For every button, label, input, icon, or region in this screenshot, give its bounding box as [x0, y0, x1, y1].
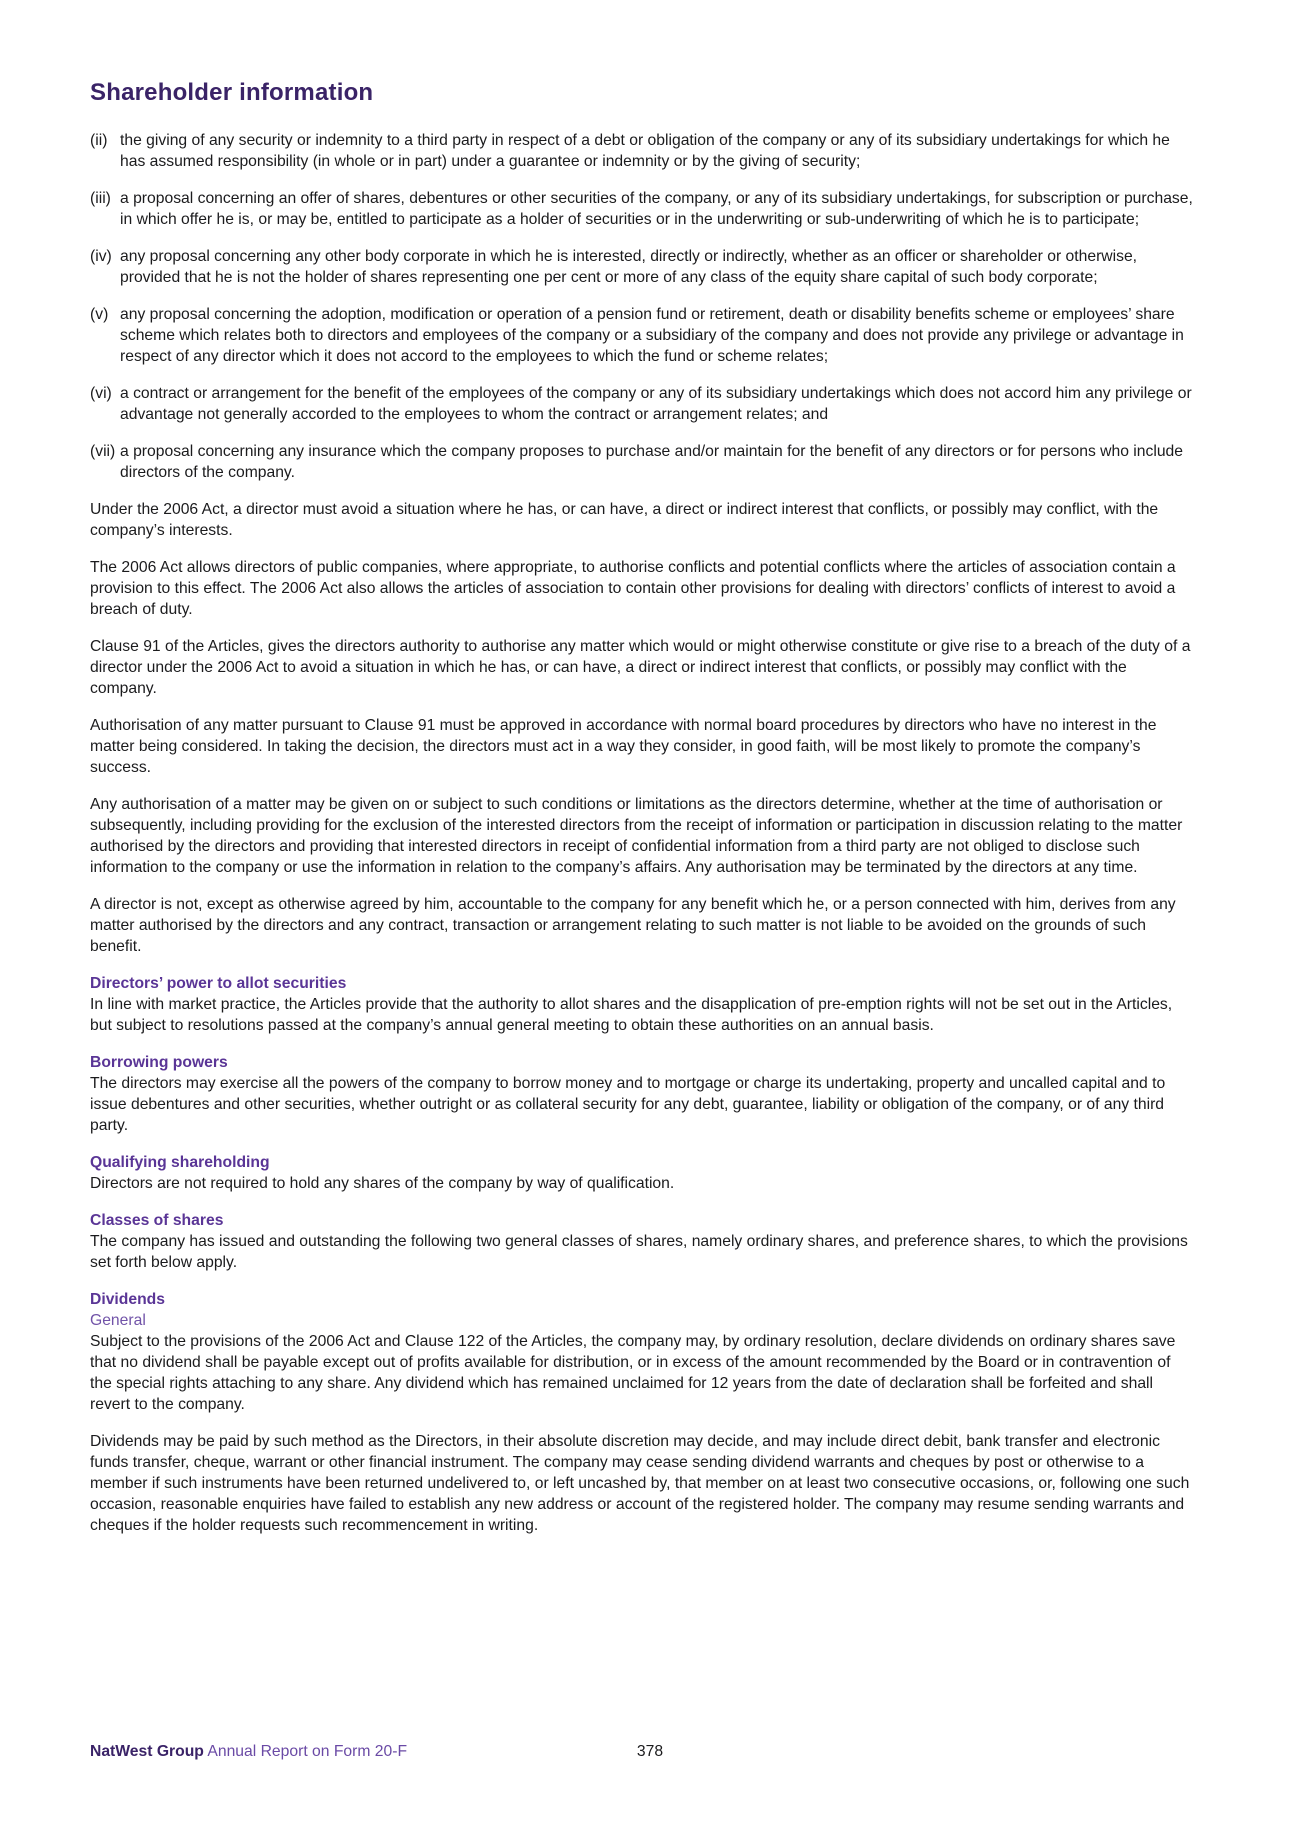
- section-paragraph: The directors may exercise all the powers of the company to borrow money and to mortgage or charge its undertaking, property and uncalled capital and to issue debentures and other securities, whether outright or as collateral security for any debt, guarantee, liability or obligation of the company, or of any third party.: [90, 1075, 1166, 1134]
- list-item-text: a proposal concerning any insurance which the company proposes to purchase and/or maintain for the benefit of any directors or for persons who include directors of the company.: [120, 443, 1184, 481]
- subsection-heading: General: [90, 1312, 146, 1329]
- list-item: [90, 246, 1195, 288]
- list-item-marker: (iii): [90, 190, 111, 207]
- paragraph: A director is not, except as otherwise agreed by him, accountable to the company for any benefit which he, or a person connected with him, derives from any matter authorised by the directors and any contract, transaction or arrangement relating to such matter is not liable to be avoided on the grounds of such benefit.: [90, 896, 1176, 955]
- provisions-list: [90, 130, 1195, 483]
- list-item-text: any proposal concerning the adoption, modification or operation of a pension fund or retirement, death or disability benefits scheme or employees’ share scheme which relates both to directors and employees of the company or a subsidiary of the company and does not provide any privilege or advantage in respect of any director which it does not accord to the employees to which the fund or scheme relates;: [120, 306, 1184, 365]
- section-heading: Classes of shares: [90, 1212, 224, 1229]
- list-item-marker: (ii): [90, 132, 108, 149]
- section-heading: Borrowing powers: [90, 1054, 228, 1071]
- list-item-marker: (v): [90, 306, 109, 323]
- footer-report-title: Annual Report on Form 20-F: [207, 1743, 408, 1760]
- page-title: Shareholder information: [90, 79, 374, 106]
- section-paragraph: The company has issued and outstanding the following two general classes of shares, namely ordinary shares, and preference shares, to which the provisions set forth below apply.: [90, 1233, 1188, 1271]
- section-directors-power-to-allot: [90, 973, 1195, 1036]
- page-footer: [0, 1742, 1300, 1766]
- footer-report-identifier: [90, 1742, 407, 1762]
- list-item-text: any proposal concerning any other body corporate in which he is interested, directly or indirectly, whether as an officer or shareholder or otherwise, provided that he is not the holder of shares representing one per cent or more of any class of the equity share capital of such body corporate;: [120, 248, 1138, 286]
- section-heading: Qualifying shareholding: [90, 1154, 270, 1171]
- section-borrowing-powers: [90, 1052, 1195, 1136]
- section-paragraph: Directors are not required to hold any shares of the company by way of qualification.: [90, 1175, 675, 1192]
- section-paragraph: Subject to the provisions of the 2006 Act and Clause 122 of the Articles, the company may, by ordinary resolution, declare dividends on ordinary shares save that no dividend shall be payable except out of profits available for distribution, or in excess of the amount recommended by the Board or in contravention of the special rights attaching to any share. Any dividend which has remained unclaimed for 12 years from the date of declaration shall be forfeited and shall revert to the company.: [90, 1333, 1176, 1413]
- list-item: [90, 188, 1195, 230]
- section-paragraph: Dividends may be paid by such method as the Directors, in their absolute discretion may decide, and may include direct debit, bank transfer and electronic funds transfer, cheque, warrant or other financial instrument. The company may cease sending dividend warrants and cheques by post or otherwise to a member if such instruments have been returned undelivered to, or left uncashed by, that member on at least two consecutive occasions, or, following one such occasion, reasonable enquiries have failed to establish any new address or account of the registered holder. The company may resume sending warrants and cheques if the holder requests such recommencement in writing.: [90, 1433, 1190, 1534]
- section-classes-of-shares: [90, 1210, 1195, 1273]
- section-heading: Directors’ power to allot securities: [90, 975, 347, 992]
- section-qualifying-shareholding: [90, 1152, 1195, 1194]
- section-paragraph: In line with market practice, the Articles provide that the authority to allot shares and the disapplication of pre-emption rights will not be set out in the Articles, but subject to resolutions passed at the company’s annual general meeting to obtain these authorities on an annual basis.: [90, 996, 1173, 1034]
- list-item-marker: (vii): [90, 443, 116, 460]
- list-item: [90, 441, 1195, 483]
- footer-brand: NatWest Group: [90, 1743, 204, 1760]
- paragraph: Clause 91 of the Articles, gives the directors authority to authorise any matter which would or might otherwise constitute or give rise to a breach of the duty of a director under the 2006 Act to avoid a situation in which he has, or can have, a direct or indirect interest that conflicts, or possibly may conflict with the company.: [90, 638, 1191, 697]
- list-item: [90, 383, 1195, 425]
- paragraph: The 2006 Act allows directors of public companies, where appropriate, to authorise conflicts and potential conflicts where the articles of association contain a provision to this effect. The 2006 Act also allows the articles of association to contain other provisions for dealing with directors’ conflicts of interest to avoid a breach of duty.: [90, 559, 1176, 618]
- paragraph: Under the 2006 Act, a director must avoid a situation where he has, or can have, a direct or indirect interest that conflicts, or possibly may conflict, with the company’s interests.: [90, 501, 1159, 539]
- list-item: [90, 304, 1195, 367]
- footer-page-number: 378: [636, 1743, 664, 1760]
- list-item-marker: (iv): [90, 248, 112, 265]
- paragraph: Authorisation of any matter pursuant to Clause 91 must be approved in accordance with normal board procedures by directors who have no interest in the matter being considered. In taking the decision, the directors must act in a way they consider, in good faith, will be most likely to promote the company’s success.: [90, 717, 1157, 776]
- list-item-marker: (vi): [90, 385, 112, 402]
- document-content: [90, 78, 1195, 1552]
- section-heading: Dividends: [90, 1291, 165, 1308]
- list-item-text: a proposal concerning an offer of shares, debentures or other securities of the company, or any of its subsidiary undertakings, for subscription or purchase, in which offer he is, or may be, entitled to participate as a holder of securities or in the underwriting or sub-underwriting of which he is to participate;: [120, 190, 1193, 228]
- list-item-text: a contract or arrangement for the benefit of the employees of the company or any of its subsidiary undertakings which does not accord him any privilege or advantage not generally accorded to the employees to whom the contract or arrangement relates; and: [120, 385, 1192, 423]
- section-dividends: [90, 1289, 1195, 1536]
- list-item-text: the giving of any security or indemnity to a third party in respect of a debt or obligation of the company or any of its subsidiary undertakings for which he has assumed responsibility (in whole or in part) under a guarantee or indemnity or by the giving of security;: [120, 132, 1170, 170]
- list-item: [90, 130, 1195, 172]
- paragraph: Any authorisation of a matter may be given on or subject to such conditions or limitations as the directors determine, whether at the time of authorisation or subsequently, including providing for the exclusion of the interested directors from the receipt of information or participation in discussion relating to the matter authorised by the directors and providing that interested directors in receipt of confidential information from a third party are not obliged to disclose such information to the company or use the information in relation to the company’s affairs. Any authorisation may be terminated by the directors at any time.: [90, 796, 1183, 876]
